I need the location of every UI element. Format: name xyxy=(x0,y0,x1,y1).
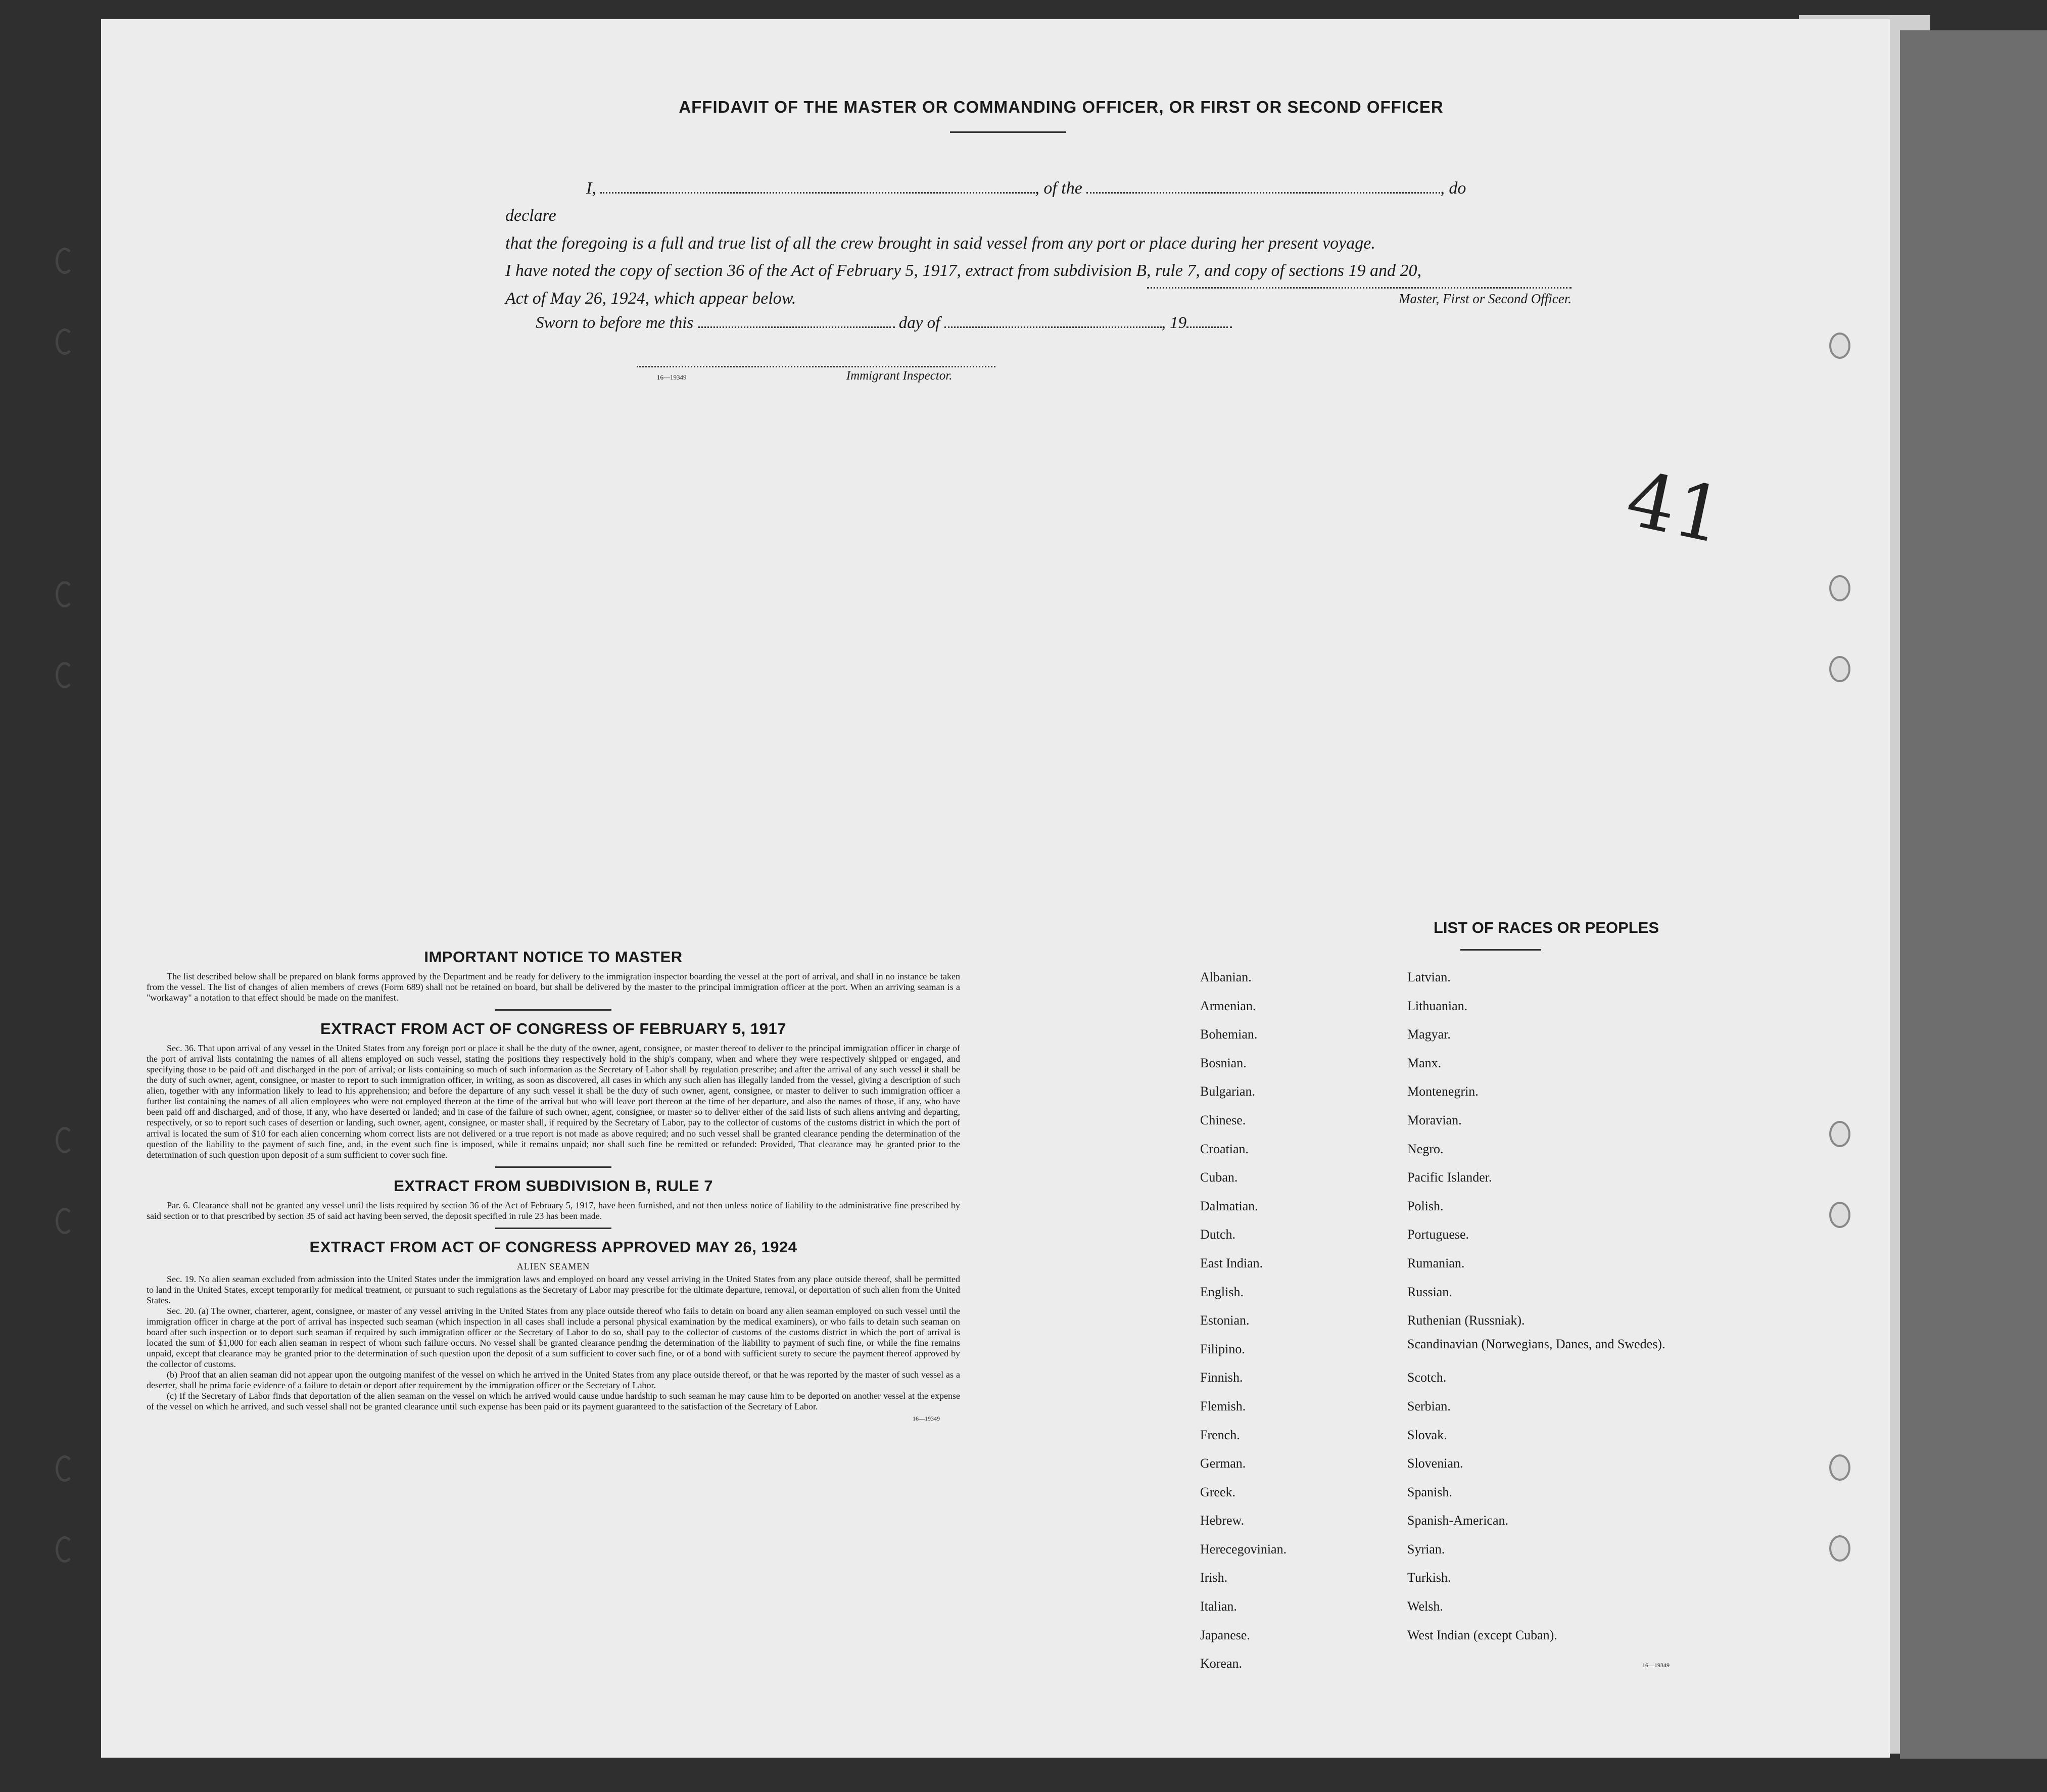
race-item: Polish. xyxy=(1407,1198,1444,1213)
binder-hole-icon xyxy=(1829,656,1850,682)
title-rule xyxy=(950,131,1066,133)
binder-clip-icon xyxy=(56,248,74,274)
race-item: Slovak. xyxy=(1407,1427,1447,1442)
sworn-line xyxy=(536,311,1344,333)
race-item: Spanish. xyxy=(1407,1484,1452,1499)
binder-hole-icon xyxy=(1829,575,1850,601)
affidavit-declare: , do declare xyxy=(505,179,1466,225)
sworn-day-of: day of xyxy=(898,314,940,332)
section-rule xyxy=(495,1009,611,1011)
document-page xyxy=(101,19,1890,1758)
race-item: Filipino. xyxy=(1200,1341,1245,1356)
race-item: Bulgarian. xyxy=(1200,1084,1256,1099)
race-item: Serbian. xyxy=(1407,1398,1451,1413)
affidavit-title: AFFIDAVIT OF THE MASTER OR COMMANDING OFFICER, OR FIRST OR SECOND OFFICER xyxy=(679,98,1444,116)
race-item: Turkish. xyxy=(1407,1570,1451,1585)
notices-column xyxy=(147,939,960,1423)
race-item: Rumanian. xyxy=(1407,1255,1465,1270)
race-item: English. xyxy=(1200,1284,1244,1299)
race-item: Lithuanian. xyxy=(1407,998,1468,1013)
handwritten-number: 41 xyxy=(1618,455,1732,561)
binder-clip-icon xyxy=(56,581,74,607)
race-item: East Indian. xyxy=(1200,1255,1263,1270)
race-item: Slovenian. xyxy=(1407,1456,1463,1471)
race-item: German. xyxy=(1200,1456,1246,1471)
race-item: Negro. xyxy=(1407,1141,1444,1156)
sworn-year: , 19 xyxy=(1161,314,1187,332)
vessel-blank[interactable] xyxy=(1086,177,1440,194)
race-item: Manx. xyxy=(1407,1055,1442,1070)
race-item: Japanese. xyxy=(1200,1627,1250,1642)
binder-edge xyxy=(1900,30,2047,1759)
race-item: Welsh. xyxy=(1407,1599,1443,1614)
race-item: Estonian. xyxy=(1200,1313,1250,1328)
race-item: Croatian. xyxy=(1200,1141,1249,1156)
form-number: 16—19349 xyxy=(913,1415,940,1423)
form-number: 16—19349 xyxy=(1642,1662,1670,1669)
race-item: Italian. xyxy=(1200,1599,1237,1614)
affidavit-of-the: , of the xyxy=(1035,179,1082,198)
extract-1924-sec20c: (c) If the Secretary of Labor finds that deportation of the alien seaman on the vessel on which he arrived would cause undue hardship to such seaman he may cause him to be deported on another vessel at the expense of the vessel on which he arrived, and such vessel shall not be granted clearance until such expense has been paid or its payment guaranteed to the satisfaction of the Secretary of Labor. xyxy=(147,1391,960,1412)
binder-clip-icon xyxy=(56,1127,74,1153)
race-item: Dalmatian. xyxy=(1200,1198,1258,1213)
race-item: West Indian (except Cuban). xyxy=(1407,1627,1557,1642)
race-item: Montenegrin. xyxy=(1407,1084,1479,1099)
race-item: Bosnian. xyxy=(1200,1055,1247,1070)
race-item: Magyar. xyxy=(1407,1027,1451,1042)
section-rule xyxy=(495,1166,611,1168)
race-item: Scandinavian (Norwegians, Danes, and Swedes). xyxy=(1407,1336,1665,1351)
races-column-2 xyxy=(1407,963,1665,1649)
race-item: Scotch. xyxy=(1407,1370,1447,1385)
race-item: Irish. xyxy=(1200,1570,1228,1585)
name-blank[interactable] xyxy=(600,177,1035,194)
extract-1924-sec20b: (b) Proof that an alien seaman did not appear upon the outgoing manifest of the vessel on which he arrived in the United States from any place outside thereof, or that he was reported by the master of such vessel as a deserter, shall be prima facie evidence of a failure to detain or deport after requirement by the immigration officer or the Secretary of Labor. xyxy=(147,1370,960,1391)
master-signature-caption: Master, First or Second Officer. xyxy=(1399,291,1572,306)
binder-hole-icon xyxy=(1829,1535,1850,1562)
race-item: Latvian. xyxy=(1407,970,1451,984)
master-signature-line[interactable] xyxy=(1147,287,1572,289)
extract-1924-subtitle: ALIEN SEAMEN xyxy=(516,1261,590,1271)
extract-rule7-title: EXTRACT FROM SUBDIVISION B, RULE 7 xyxy=(394,1176,713,1195)
race-item: Ruthenian (Russniak). xyxy=(1407,1313,1525,1328)
affidavit-line-4: Act of May 26, 1924, which appear below. xyxy=(505,289,796,308)
extract-1917-text: Sec. 36. That upon arrival of any vessel in the United States from any foreign port or place it shall be the duty of the owner, agent, consignee, or master thereof to deliver to the principal immigration officer in charge of the port of arrival lists containing the names of all aliens employed on such vessel, stating the positions they respectively hold in the ship's company, when and where they were respectively shipped or engaged, and specifying those to be paid off and discharged in the port of arrival; or lists containing so much of such information as the Secretary of Labor shall by regulation prescribe; and after the arrival of any such vessel it shall be the duty of such owner, agent, consignee, or master to report to such immigration officer, in writing, as soon as discovered, all cases in which any such alien has illegally landed from the vessel, giving a description of such alien, together with any information likely to lead to his apprehension; and before the departure of any such vessel it shall be the duty of such owner, agent, consignee, or master to deliver to such immigration officer a further list containing the names of all alien employees who were not employed thereon at the time of the arrival but who will leave port thereon at the time of her departure, and also the names of those, if any, who have been paid off and discharged, and of those, if any, who have deserted or landed; and in case of the failure of such owner, agent, consignee, or master so to deliver either of the said lists of such aliens arriving and departing, respectively, or so to report such cases of desertion or landing, such owner, agent, consignee, or master shall, if required by the Secretary of Labor, pay to the collector of customs of the customs district in which the port of arrival is located the sum of $10 for each alien concerning whom correct lists are not delivered or a true report is not made as above required; and no such vessel shall be granted clearance pending the determination of the question of the liability to the payment of such fine, and, in the event such fine is imposed, while it remains unpaid; nor shall such fine be remitted or refunded: Provided, That clearance may be granted prior to the determination of such question upon deposit of a sum sufficient to cover such fine. xyxy=(147,1043,960,1160)
affidavit-i: I, xyxy=(586,179,596,198)
races-rule xyxy=(1460,949,1541,951)
affidavit-line-2: that the foregoing is a full and true list of all the crew brought in said vessel from any port or place during her present voyage. xyxy=(505,233,1375,253)
binder-hole-icon xyxy=(1829,1202,1850,1228)
race-item: Moravian. xyxy=(1407,1112,1462,1127)
race-item: Bohemian. xyxy=(1200,1027,1258,1042)
extract-1924-sec19: Sec. 19. No alien seaman excluded from admission into the United States under the immigration laws and employed on board any vessel arriving in the United States from any place outside thereof, shall be permitted to land in the United States, except temporarily for medical treatment, or pursuant to such regulations as the Secretary of Labor may prescribe for the ultimate departure, removal, or deportation of such alien from the United States. xyxy=(147,1274,960,1305)
binder-clip-icon xyxy=(56,328,74,355)
important-notice-title: IMPORTANT NOTICE TO MASTER xyxy=(424,948,683,966)
sworn-month-blank[interactable] xyxy=(944,311,1162,328)
race-item: Chinese. xyxy=(1200,1112,1246,1127)
races-column-1 xyxy=(1200,963,1287,1678)
binder-hole-icon xyxy=(1829,1454,1850,1481)
extract-1924-sec20a: Sec. 20. (a) The owner, charterer, agent, consignee, or master of any vessel arriving in the United States from any place outside thereof who fails to detain on board any alien seaman employed on such vessel until the immigration officer in charge at the port of arrival has inspected such seaman (which inspection in all cases shall include a personal physical examination by the medical examiners), or who fails to detain such seaman on board after such inspection or to deport such seaman if required by such immigration officer or the Secretary of Labor to do so, shall pay to the collector of customs of the customs district in which the port of arrival is located the sum of $1,000 for each alien seaman in respect of whom such failure occurs. No vessel shall be granted clearance pending the determination of the liability to payment of such fine, or while the fine remains unpaid, except that clearance may be granted prior to the determination of such question upon the deposit of a sum sufficient to cover such fine, or of a bond with sufficient surety to secure the payment thereof approved by the collector of customs. xyxy=(147,1305,960,1370)
important-notice-text: The list described below shall be prepared on blank forms approved by the Department and be ready for delivery to the immigration inspector boarding the vessel at the port of arrival, and shall in no instance be taken from the vessel. The list of changes of alien members of crews (Form 689) shall not be retained on board, but shall be delivered by the master to the principal immigration officer at the port. When an arriving seaman is a "workaway" a notation to that effect should be made on the manifest. xyxy=(147,971,960,1003)
races-title: LIST OF RACES OR PEOPLES xyxy=(1433,919,1659,936)
race-item: Pacific Islander. xyxy=(1407,1170,1492,1185)
race-item: Korean. xyxy=(1200,1656,1243,1671)
race-item: Syrian. xyxy=(1407,1541,1445,1557)
binder-clip-icon xyxy=(56,1536,74,1563)
sworn-year-blank[interactable] xyxy=(1186,311,1232,328)
race-item: Cuban. xyxy=(1200,1170,1238,1185)
race-item: Greek. xyxy=(1200,1484,1236,1499)
binder-hole-icon xyxy=(1829,333,1850,359)
binder-clip-icon xyxy=(56,1208,74,1234)
binder-clip-icon xyxy=(56,662,74,688)
extract-1924-title: EXTRACT FROM ACT OF CONGRESS APPROVED MAY 26, 1924 xyxy=(309,1238,797,1256)
race-item: Hebrew. xyxy=(1200,1513,1245,1528)
extract-rule7-text: Par. 6. Clearance shall not be granted any vessel until the lists required by section 36 of the Act of February 5, 1917, have been furnished, and not then unless notice of liability to the administrative fine prescribed by said section or to that prescribed by section 35 of said act having been served, the deposit specified in rule 23 has been made. xyxy=(147,1200,960,1221)
race-item: Finnish. xyxy=(1200,1370,1243,1385)
inspector-caption-row xyxy=(637,369,995,383)
race-item: Armenian. xyxy=(1200,998,1256,1013)
sworn-date-blank[interactable] xyxy=(698,311,895,328)
sworn-prefix: Sworn to before me this xyxy=(536,314,694,332)
race-item: Portuguese. xyxy=(1407,1227,1469,1242)
extract-1917-title: EXTRACT FROM ACT OF CONGRESS OF FEBRUARY 5, 1917 xyxy=(320,1020,786,1038)
race-item: Albanian. xyxy=(1200,970,1252,984)
section-rule xyxy=(495,1228,611,1229)
race-item: Spanish-American. xyxy=(1407,1513,1509,1528)
affidavit-line-3: I have noted the copy of section 36 of the Act of February 5, 1917, extract from subdivision B, rule 7, and copy of sections 19 and 20, xyxy=(505,261,1422,280)
inspector-signature-line[interactable] xyxy=(637,366,995,367)
inspector-caption: Immigrant Inspector. xyxy=(846,369,953,383)
race-item: French. xyxy=(1200,1427,1240,1442)
race-item: Russian. xyxy=(1407,1284,1452,1299)
binder-clip-icon xyxy=(56,1455,74,1482)
binder-hole-icon xyxy=(1829,1121,1850,1147)
race-item: Dutch. xyxy=(1200,1227,1236,1242)
affidavit-line-1 xyxy=(505,175,1516,230)
race-item: Flemish. xyxy=(1200,1398,1246,1413)
form-number: 16—19349 xyxy=(657,373,687,381)
race-item: Herecegovinian. xyxy=(1200,1541,1287,1557)
